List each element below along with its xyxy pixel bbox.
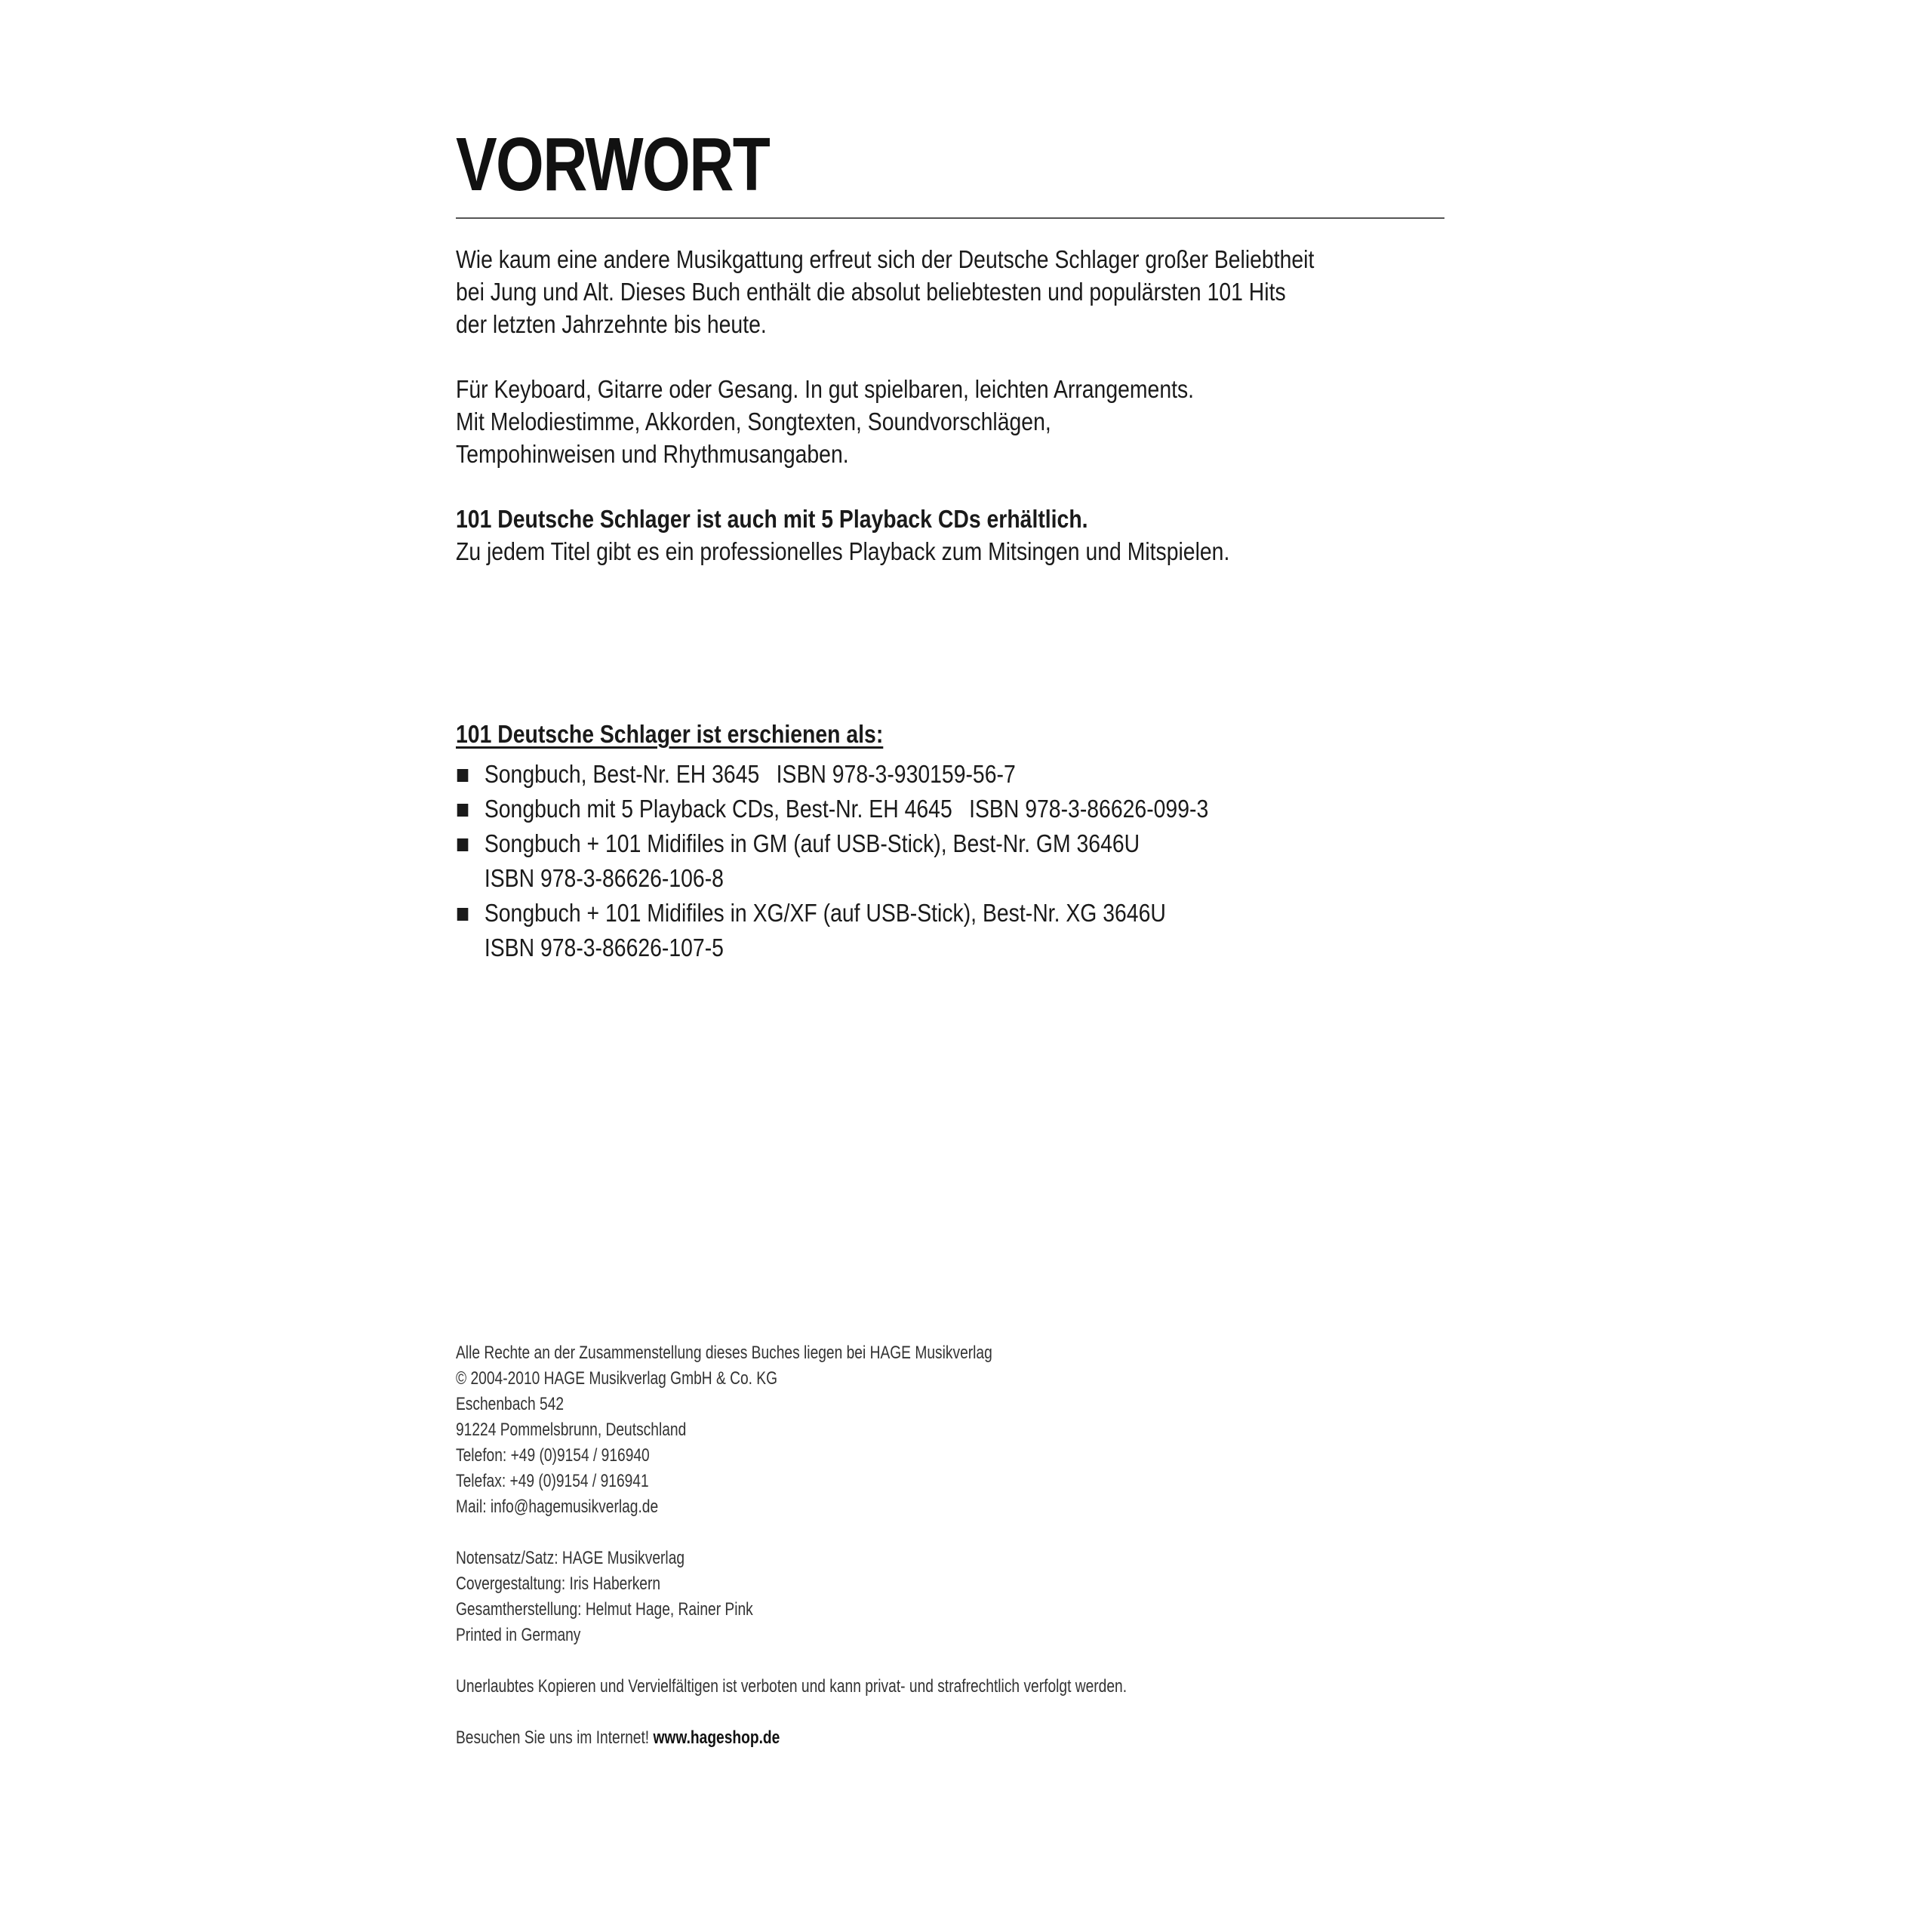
editions-heading: 101 Deutsche Schlager ist erschienen als: [456,720,884,748]
edition-description: Songbuch + 101 Midifiles in XG/XF (auf USB-Stick), Best-Nr. XG 3646U [484,899,1166,927]
square-bullet-icon [457,908,469,921]
visit-text: Besuchen Sie uns im Internet! [456,1727,650,1748]
page-title: VORWORT [456,122,770,207]
imprint-line: Eschenbach 542 [456,1394,565,1414]
playback-text: Zu jedem Titel gibt es ein professionelles Playback zum Mitsingen und Mitspielen. [456,537,1230,565]
edition-description: Songbuch + 101 Midifiles in GM (auf USB-Stick), Best-Nr. GM 3646U [484,829,1140,857]
list-item [456,792,1208,826]
editions-list [456,757,1208,965]
playback-paragraph [456,503,1229,568]
features-line: Mit Melodiestimme, Akkorden, Songtexten, Soundvorschlägen, [456,408,1051,435]
intro-line: der letzten Jahrzehnte bis heute. [456,310,767,338]
imprint-line: Telefon: +49 (0)9154 / 916940 [456,1445,650,1466]
features-paragraph [456,373,1194,470]
edition-isbn: ISBN 978-3-86626-106-8 [484,864,724,892]
imprint-line: Mail: info@hagemusikverlag.de [456,1497,659,1517]
features-line: Für Keyboard, Gitarre oder Gesang. In gut spielbaren, leichten Arrangements. [456,375,1195,403]
intro-paragraph [456,243,1314,340]
edition-isbn: ISBN 978-3-86626-099-3 [969,795,1209,823]
edition-isbn: ISBN 978-3-86626-107-5 [484,934,724,961]
features-line: Tempohinweisen und Rhythmusangaben. [456,440,849,468]
imprint-line: Telefax: +49 (0)9154 / 916941 [456,1471,649,1491]
imprint-line: © 2004-2010 HAGE Musikverlag GmbH & Co. KG [456,1368,778,1389]
credits-block [456,1546,753,1648]
credits-line: Gesamtherstellung: Helmut Hage, Rainer Pink [456,1599,753,1620]
square-bullet-icon [457,838,469,851]
edition-description: Songbuch mit 5 Playback CDs, Best-Nr. EH 4645 [484,795,952,823]
list-item [456,757,1208,792]
credits-line: Notensatz/Satz: HAGE Musikverlag [456,1548,685,1568]
list-item [456,896,1208,965]
intro-line: bei Jung und Alt. Dieses Buch enthält die absolut beliebtesten und populärsten 101 Hits [456,278,1286,306]
credits-line: Printed in Germany [456,1625,581,1645]
imprint-block [456,1340,992,1520]
title-divider [456,217,1444,219]
intro-line: Wie kaum eine andere Musikgattung erfreut sich der Deutsche Schlager großer Beliebtheit [456,245,1315,273]
imprint-line: Alle Rechte an der Zusammenstellung dieses Buches liegen bei HAGE Musikverlag [456,1343,992,1363]
edition-description: Songbuch, Best-Nr. EH 3645 [484,760,760,788]
imprint-line: 91224 Pommelsbrunn, Deutschland [456,1420,687,1440]
visit-line [456,1725,780,1751]
edition-isbn: ISBN 978-3-930159-56-7 [776,760,1016,788]
square-bullet-icon [457,769,469,782]
list-item [456,826,1208,896]
credits-line: Covergestaltung: Iris Haberkern [456,1574,661,1594]
website-link[interactable]: www.hageshop.de [653,1727,780,1748]
copy-warning: Unerlaubtes Kopieren und Vervielfältigen ist verboten und kann privat- und strafrechtlich verfolgt werden. [456,1676,1128,1697]
playback-heading: 101 Deutsche Schlager ist auch mit 5 Playback CDs erhältlich. [456,505,1088,533]
square-bullet-icon [457,804,469,817]
